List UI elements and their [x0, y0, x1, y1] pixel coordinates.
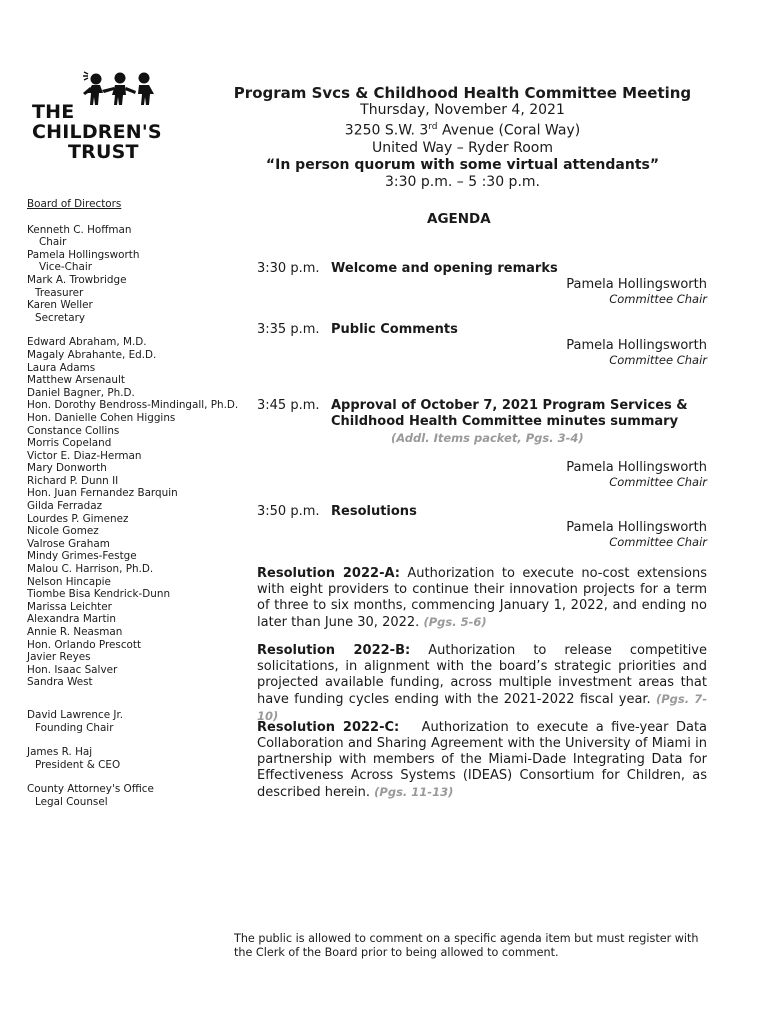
- counsel-role: Legal Counsel: [35, 795, 108, 808]
- board-member-name: Hon. Isaac Salver: [27, 663, 118, 676]
- packet-reference: (Addl. Items packet, Pgs. 3-4): [391, 431, 584, 445]
- officer-name: Pamela Hollingsworth: [27, 248, 140, 261]
- presenter-name: Pamela Hollingsworth: [566, 338, 707, 353]
- resolution-pages: (Pgs. 11-13): [374, 785, 454, 799]
- president-name: James R. Haj: [27, 746, 93, 759]
- agenda-time: 3:35 p.m.: [257, 322, 320, 337]
- presenter-name: Pamela Hollingsworth: [566, 520, 707, 535]
- board-member-name: Matthew Arsenault: [27, 374, 125, 387]
- presenter-name: Pamela Hollingsworth: [566, 460, 707, 475]
- board-sidebar: [27, 198, 252, 809]
- meeting-location: United Way – Ryder Room: [372, 139, 553, 156]
- presenter-role: Committee Chair: [609, 535, 707, 549]
- resolution-label: Resolution 2022-C:: [257, 720, 400, 735]
- agenda-item-title: Welcome and opening remarks: [331, 261, 558, 276]
- resolution-text: Authorization to execute no-cost extensions with eight providers to continue their innovation projects for a term of three to six months, commencing January 1, 2022, and ending no later than June 30, 2022.: [257, 566, 707, 630]
- member-list: [27, 336, 252, 689]
- resolution-label: Resolution 2022-B:: [257, 643, 411, 658]
- officer-entry: [27, 224, 252, 325]
- board-member-name: Annie R. Neasman: [27, 626, 123, 638]
- agenda-item-title-line2: Childhood Health Committee minutes summary: [331, 414, 679, 429]
- resolution-text: Authorization to execute a five-year Data Collaboration and Sharing Agreement with the University of Miami in partnership with members of the Miami-Dade Integrating Data for Effectiveness Across Systems (IDEAS) Consortium for Children, as described herein.: [257, 720, 712, 800]
- agenda-item: [257, 504, 707, 549]
- presenter-role: Committee Chair: [609, 292, 707, 306]
- board-member-name: Nelson Hincapie: [27, 575, 111, 588]
- presenter-name: Pamela Hollingsworth: [566, 277, 707, 292]
- address-part: 3250 S.W. 3: [344, 122, 429, 139]
- officer-role: Vice-Chair: [39, 261, 92, 274]
- board-member-name: Nicole Gomez: [27, 525, 99, 538]
- board-member-name: Tiombe Bisa Kendrick-Dunn: [27, 588, 171, 601]
- logo-line-childrens: CHILDREN'S: [32, 121, 162, 143]
- board-member-name: Hon. Juan Fernandez Barquin: [27, 487, 178, 500]
- presenter-role: Committee Chair: [609, 353, 707, 367]
- resolution-c: [257, 720, 712, 801]
- childrens-trust-logo: [30, 70, 170, 170]
- founding-chair-name: David Lawrence Jr.: [27, 708, 124, 721]
- board-member-name: Alexandra Martin: [27, 613, 116, 626]
- board-member-name: Laura Adams: [27, 361, 96, 374]
- board-member-name: Daniel Bagner, Ph.D.: [27, 386, 135, 399]
- agenda-heading: AGENDA: [427, 211, 491, 227]
- logo-line-trust: TRUST: [68, 141, 139, 163]
- agenda-time: 3:45 p.m.: [257, 398, 320, 413]
- officer-role: Treasurer: [35, 286, 84, 299]
- board-member-name: Morris Copeland: [27, 437, 112, 450]
- board-member-name: Mindy Grimes-Festge: [27, 550, 137, 563]
- children-figures-icon: [78, 70, 168, 106]
- agenda-item: [257, 322, 707, 367]
- officer-name: Mark A. Trowbridge: [27, 273, 127, 286]
- board-member-name: Hon. Orlando Prescott: [27, 638, 142, 651]
- agenda-item: [257, 398, 707, 489]
- meeting-address: [200, 119, 725, 140]
- address-superscript: rd: [428, 122, 438, 132]
- board-member-name: Mary Donworth: [27, 462, 107, 475]
- meeting-header: [200, 84, 725, 191]
- resolution-label: Resolution 2022-A:: [257, 566, 400, 581]
- logo-line-the: THE: [32, 101, 75, 123]
- board-member-name: Javier Reyes: [27, 651, 91, 664]
- board-member-name: Sandra West: [27, 676, 93, 689]
- presenter-role: Committee Chair: [609, 475, 707, 489]
- founding-chair-role: Founding Chair: [35, 721, 114, 734]
- officer-name: Kenneth C. Hoffman: [27, 223, 132, 236]
- board-member-name: Edward Abraham, M.D.: [27, 336, 147, 349]
- sidebar-heading: Board of Directors: [27, 198, 122, 210]
- board-member-name: Hon. Danielle Cohen Higgins: [27, 411, 176, 424]
- board-member-name: Malou C. Harrison, Ph.D.: [27, 563, 154, 576]
- officer-role: Secretary: [35, 311, 85, 324]
- agenda-item-title: Resolutions: [331, 504, 417, 519]
- board-member-name: Hon. Dorothy Bendross-Mindingall, Ph.D.: [27, 399, 239, 412]
- officer-role: Chair: [39, 236, 67, 249]
- board-member-name: Lourdes P. Gimenez: [27, 512, 129, 525]
- meeting-title: Program Svcs & Childhood Health Committee Meeting: [233, 84, 692, 102]
- resolution-text: Authorization to release competitive solicitations, in alignment with the board’s strategic priorities and projected available funding, across multiple investment areas that have funding cycles ending with the 2021-2022 fiscal year.: [257, 643, 707, 707]
- resolution-pages: (Pgs. 5-6): [423, 615, 487, 629]
- board-member-name: Victor E. Diaz-Herman: [27, 449, 142, 462]
- president-role: President & CEO: [35, 758, 121, 771]
- agenda-time: 3:30 p.m.: [257, 261, 320, 276]
- resolution-pages: (Pgs. 7-10): [257, 692, 707, 723]
- meeting-quorum-note: “In person quorum with some virtual attendants”: [265, 156, 660, 173]
- agenda-time: 3:50 p.m.: [257, 504, 320, 519]
- agenda-item-title: Approval of October 7, 2021 Program Services &: [331, 398, 688, 413]
- meeting-date: Thursday, November 4, 2021: [360, 102, 565, 118]
- board-member-name: Magaly Abrahante, Ed.D.: [27, 348, 157, 361]
- board-member-name: Richard P. Dunn II: [27, 474, 119, 487]
- agenda-item-title: Public Comments: [331, 322, 458, 337]
- agenda-item: [257, 261, 707, 306]
- board-member-name: Valrose Graham: [27, 537, 110, 550]
- meeting-time: 3:30 p.m. – 5 :30 p.m.: [385, 173, 540, 190]
- public-comment-note: The public is allowed to comment on a specific agenda item but must register with the Clerk of the Board prior to being allowed to comment.: [234, 932, 699, 959]
- board-member-name: Gilda Ferradaz: [27, 500, 103, 513]
- resolution-b: [257, 643, 707, 725]
- resolution-a: [257, 566, 707, 631]
- officer-name: Karen Weller: [27, 299, 93, 312]
- address-part: Avenue (Coral Way): [437, 122, 581, 139]
- counsel-name: County Attorney's Office: [27, 783, 154, 796]
- board-member-name: Constance Collins: [27, 424, 120, 437]
- board-member-name: Marissa Leichter: [27, 600, 112, 613]
